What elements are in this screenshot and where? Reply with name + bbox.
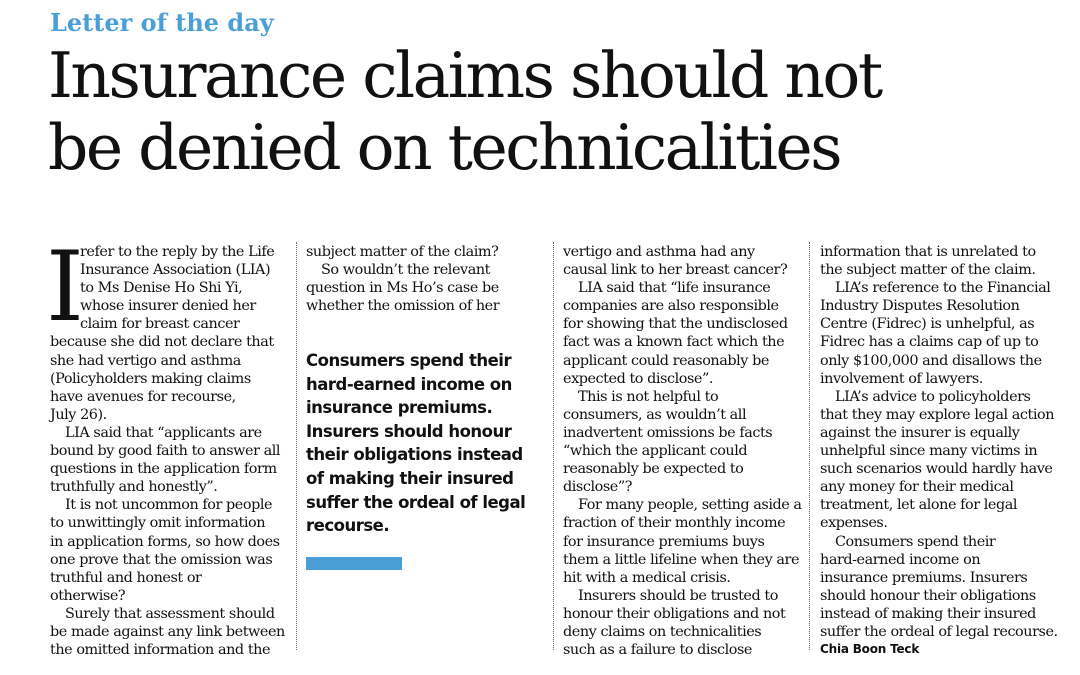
text-line: insurance premiums. Insurers (820, 569, 1028, 586)
text-line: hard-earned income on (820, 551, 981, 568)
text-line: that they may explore legal action (820, 406, 1055, 423)
article-column-3 (563, 243, 802, 659)
pull-quote-line: Consumers spend their (306, 351, 512, 370)
text-line: subject matter of the claim? (306, 244, 499, 260)
text-line: the subject matter of the claim. (820, 262, 1036, 279)
text-line: any money for their medical (820, 479, 1014, 496)
text-line: whether the omission of her (306, 298, 500, 315)
text-line: This is not helpful to (578, 388, 719, 405)
text-line: expected to disclose”. (563, 370, 713, 387)
text-line: instead of making their insured (820, 605, 1036, 622)
text-line: in application forms, so how does (50, 533, 280, 550)
text-line: causal link to her breast cancer? (563, 262, 788, 279)
text-line: LIA said that “life insurance (578, 280, 771, 297)
text-line: (Policyholders making claims (50, 370, 251, 387)
headline-line: Insurance claims should not (48, 39, 881, 112)
text-line: such scenarios would hardly have (820, 461, 1053, 478)
pull-quote-line: Insurers should honour (306, 421, 512, 441)
text-line: only $100,000 and disallows the (820, 352, 1042, 369)
text-line: claim for breast cancer (80, 316, 240, 333)
text-line: information that is unrelated to (820, 244, 1036, 260)
text-line: involvement of lawyers. (820, 370, 983, 387)
text-line: LIA said that “applicants are (65, 424, 262, 441)
text-line: unhelpful since many victims in (820, 443, 1038, 460)
text-line: honour their obligations and not (563, 605, 786, 622)
text-line: because she did not declare that (50, 334, 274, 351)
text-line: applicant could reasonably be (563, 352, 769, 369)
text-line: against the insurer is equally (820, 424, 1020, 441)
text-line: LIA’s reference to the Financial (835, 280, 1051, 297)
text-line: companies are also responsible (563, 298, 779, 315)
pull-quote-line: of making their insured (306, 468, 514, 488)
text-line: truthfully and honestly”. (50, 479, 218, 496)
text-line: deny claims on technicalities (563, 623, 762, 640)
text-line: for insurance premiums buys (563, 533, 765, 550)
column-divider (809, 242, 810, 650)
column-divider (553, 242, 554, 650)
column-divider (296, 242, 297, 650)
text-line: hit with a medical crisis. (563, 569, 731, 586)
text-line: reasonably be expected to (563, 461, 744, 478)
pull-quote-line: recourse. (306, 516, 390, 536)
text-line: LIA’s advice to policyholders (835, 388, 1031, 405)
text-line: have avenues for recourse, (50, 388, 236, 405)
text-line: Insurance Association (LIA) (80, 262, 271, 279)
text-line: fact was a known fact which the (563, 334, 785, 351)
pull-quote-line: hard-earned income on (306, 374, 512, 394)
text-line: It is not uncommon for people (65, 497, 273, 514)
text-line: refer to the reply by the Life (80, 244, 275, 260)
text-line: “which the applicant could (563, 443, 748, 460)
pull-quote-line: their obligations instead (306, 445, 523, 465)
text-line: consumers, as wouldn’t all (563, 406, 747, 423)
text-line: one prove that the omission was (50, 551, 273, 568)
text-line: Insurers should be trusted to (578, 587, 778, 604)
text-line: vertigo and asthma had any (563, 244, 755, 260)
text-line: truthful and honest or (50, 569, 202, 586)
article-column-2 (306, 243, 542, 315)
text-line: Centre (Fidrec) is unhelpful, as (820, 316, 1035, 333)
text-line: whose insurer denied her (80, 298, 256, 315)
text-line: treatment, let alone for legal (820, 497, 1018, 514)
text-line: disclose”? (563, 479, 632, 496)
text-line: she had vertigo and asthma (50, 352, 241, 369)
text-line: them a little lifeline when they are (563, 551, 800, 568)
text-line: question in Ms Ho’s case be (306, 280, 499, 297)
text-line: So wouldn’t the relevant (321, 262, 490, 279)
text-line: to unwittingly omit information (50, 515, 266, 532)
text-line: for showing that the undisclosed (563, 316, 788, 333)
text-line: should honour their obligations (820, 587, 1036, 604)
text-line: Fidrec has a claims cap of up to (820, 334, 1039, 351)
pull-quote-line: suffer the ordeal of legal (306, 492, 526, 512)
text-line: suffer the ordeal of legal recourse. (820, 623, 1058, 640)
text-line: otherwise? (50, 587, 126, 604)
text-line: to Ms Denise Ho Shi Yi, (80, 280, 243, 297)
text-line: expenses. (820, 515, 888, 532)
text-line: inadvertent omissions be facts (563, 424, 773, 441)
text-line: For many people, setting aside a (578, 497, 802, 514)
drop-cap: I (46, 231, 84, 343)
text-line: Consumers spend their (835, 533, 996, 550)
article-column-4 (820, 243, 1056, 658)
pull-quote (306, 349, 546, 538)
pull-quote-accent-bar (306, 557, 402, 570)
pull-quote-line: insurance premiums. (306, 398, 493, 418)
text-line: be made against any link between (50, 623, 285, 640)
author-byline: Chia Boon Teck (820, 642, 920, 657)
headline-line: be denied on technicalities (48, 111, 841, 184)
article-column-1 (46, 231, 288, 659)
text-line: such as a failure to disclose (563, 642, 752, 659)
text-line: bound by good faith to answer all (50, 443, 281, 460)
text-line: fraction of their monthly income (563, 515, 786, 532)
text-line: July 26). (50, 406, 107, 423)
text-line: the omitted information and the (50, 642, 271, 659)
section-kicker: Letter of the day (50, 8, 274, 37)
text-line: Surely that assessment should (65, 605, 275, 622)
headline (48, 40, 1048, 184)
text-line: questions in the application form (50, 461, 277, 478)
text-line: Industry Disputes Resolution (820, 298, 1020, 315)
